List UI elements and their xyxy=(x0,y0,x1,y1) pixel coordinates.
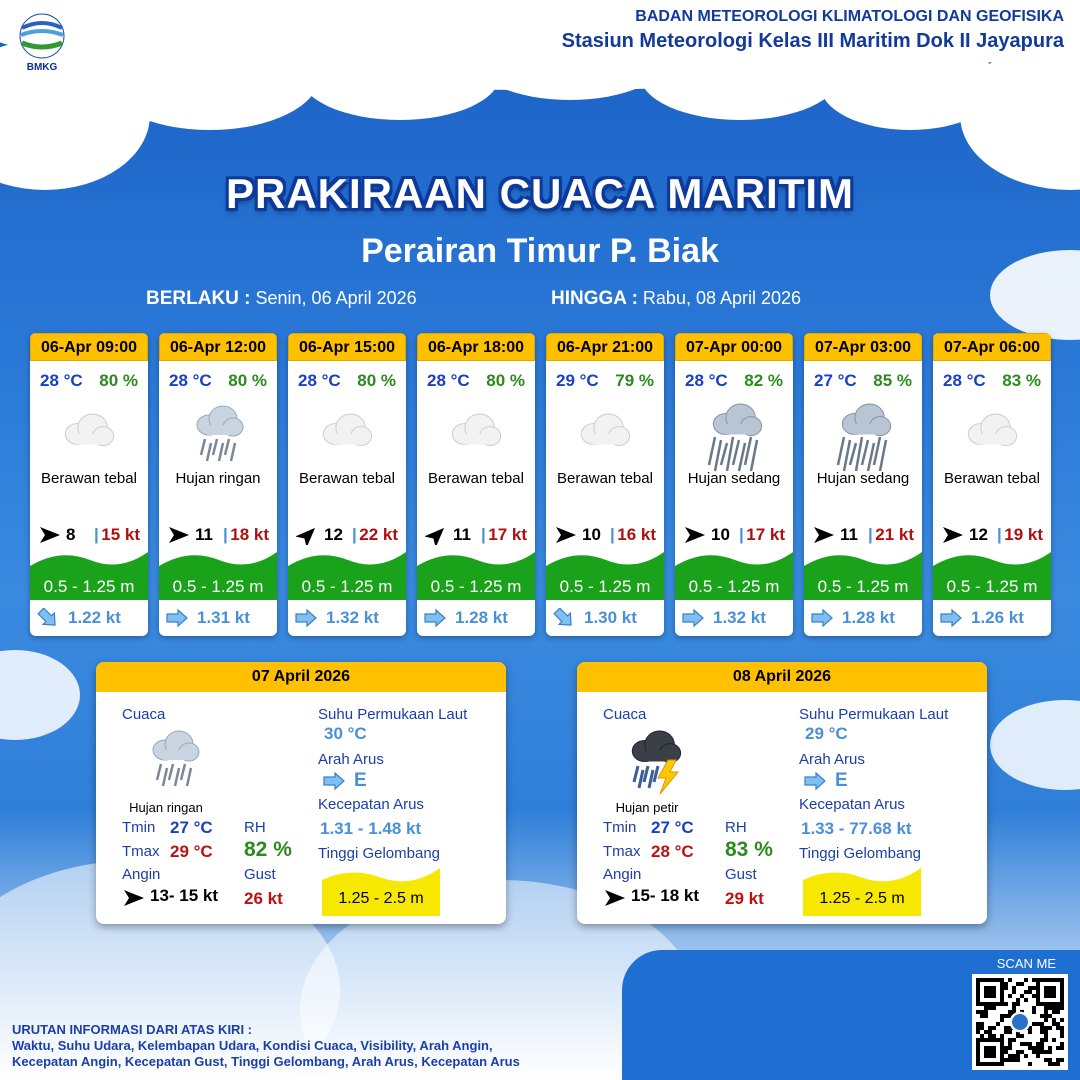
forecast-humidity: 79 % xyxy=(615,371,654,390)
cloud-icon xyxy=(312,399,382,475)
validity-to-value: Rabu, 08 April 2026 xyxy=(642,288,802,308)
validity-from-value: Senin, 06 April 2026 xyxy=(255,288,417,308)
current-direction-arrow-icon xyxy=(552,608,576,628)
current-speed: 1.22 kt xyxy=(68,608,121,627)
page-subtitle: Perairan Timur P. Biak xyxy=(361,232,719,270)
forecast-condition: Hujan ringan xyxy=(175,470,261,487)
moderate-rain-icon xyxy=(828,399,898,475)
forecast-temperature: 28 °C xyxy=(40,371,83,390)
bmkg-logo-text: BMKG xyxy=(26,62,58,72)
daily-condition: Hujan ringan xyxy=(129,800,203,815)
wind-label: Angin xyxy=(122,866,161,883)
gust-value: 29 kt xyxy=(725,889,764,908)
current-speed: 1.32 kt xyxy=(713,608,766,627)
daily-date: 08 April 2026 xyxy=(577,662,987,692)
forecast-condition: Berawan tebal xyxy=(41,470,137,487)
forecast-condition: Hujan sedang xyxy=(816,470,910,487)
current-direction-arrow-icon xyxy=(165,608,189,628)
wind-direction-arrow-icon xyxy=(38,525,62,545)
forecast-time: 06-Apr 18:00 xyxy=(417,333,535,361)
weather-label: Cuaca xyxy=(122,706,166,723)
weather-label: Cuaca xyxy=(603,706,647,723)
forecast-humidity: 80 % xyxy=(486,371,525,390)
validity-to xyxy=(551,288,801,310)
tmax-label: Tmax xyxy=(603,843,641,860)
current-direction-arrow-icon xyxy=(939,608,963,628)
wave-height: 0.5 - 1.25 m xyxy=(301,577,393,596)
sst-label: Suhu Permukaan Laut xyxy=(318,706,468,723)
current-direction-arrow-icon xyxy=(322,771,346,796)
daily-date: 07 April 2026 xyxy=(96,662,506,692)
wind-speed: 10 xyxy=(711,525,730,544)
current-direction-arrow-icon xyxy=(36,608,60,628)
current-speed: 1.30 kt xyxy=(584,608,637,627)
wind-direction-arrow-icon xyxy=(425,525,449,545)
qr-code[interactable] xyxy=(972,974,1068,1070)
current-speed: 1.32 kt xyxy=(326,608,379,627)
forecast-condition: Berawan tebal xyxy=(944,470,1040,487)
wind-separator: | xyxy=(997,525,1002,544)
legend-line-2: Kecepatan Angin, Kecepatan Gust, Tinggi Gelombang, Arah Arus, Kecepatan Arus xyxy=(12,1054,520,1069)
daily-summary-panel xyxy=(96,662,506,924)
forecast-card xyxy=(804,333,922,636)
forecast-humidity: 85 % xyxy=(873,371,912,390)
light-rain-icon xyxy=(183,399,253,475)
forecast-condition: Berawan tebal xyxy=(299,470,395,487)
gust-label: Gust xyxy=(244,866,276,883)
current-speed-label: Kecepatan Arus xyxy=(799,796,905,813)
current-direction-label: Arah Arus xyxy=(318,751,384,768)
wind-label: Angin xyxy=(603,866,642,883)
current-speed-label: Kecepatan Arus xyxy=(318,796,424,813)
rh-value: 83 % xyxy=(725,838,773,861)
gust-speed: 17 kt xyxy=(488,525,527,544)
wind-separator: | xyxy=(223,525,228,544)
rh-label: RH xyxy=(244,819,266,836)
validity-to-label: HINGGA : xyxy=(551,288,638,309)
tmin-label: Tmin xyxy=(603,819,637,836)
wave-height: 0.5 - 1.25 m xyxy=(559,577,651,596)
wind-speed: 11 xyxy=(195,525,213,544)
cloud-icon xyxy=(54,399,124,475)
gust-speed: 15 kt xyxy=(101,525,140,544)
current-direction-arrow-icon xyxy=(423,608,447,628)
wind-separator: | xyxy=(739,525,744,544)
forecast-time: 06-Apr 09:00 xyxy=(30,333,148,361)
wind-value: 15- 18 kt xyxy=(631,886,700,905)
forecast-time: 06-Apr 15:00 xyxy=(288,333,406,361)
gust-speed: 16 kt xyxy=(617,525,656,544)
wind-separator: | xyxy=(868,525,873,544)
cloud-icon xyxy=(570,399,640,475)
tmin-value: 27 °C xyxy=(651,818,694,837)
wave-height-label: Tinggi Gelombang xyxy=(318,845,441,862)
tmax-label: Tmax xyxy=(122,843,160,860)
wind-speed: 12 xyxy=(324,525,343,544)
cloud-icon xyxy=(957,399,1027,475)
current-speed: 1.28 kt xyxy=(842,608,895,627)
forecast-humidity: 83 % xyxy=(1002,371,1041,390)
current-speed: 1.26 kt xyxy=(971,608,1024,627)
moderate-rain-icon xyxy=(699,399,769,475)
light-rain-icon xyxy=(134,724,214,805)
forecast-condition: Berawan tebal xyxy=(557,470,653,487)
current-direction-value: E xyxy=(835,770,848,791)
forecast-humidity: 80 % xyxy=(357,371,396,390)
wave-height-value: 1.25 - 2.5 m xyxy=(819,890,905,907)
wave-height: 0.5 - 1.25 m xyxy=(172,577,264,596)
rh-value: 82 % xyxy=(244,838,292,861)
forecast-card xyxy=(159,333,277,636)
daily-condition: Hujan petir xyxy=(615,800,679,815)
wind-direction-arrow-icon xyxy=(122,888,146,913)
forecast-humidity: 80 % xyxy=(228,371,267,390)
forecast-temperature: 28 °C xyxy=(427,371,470,390)
current-speed: 1.31 kt xyxy=(197,608,250,627)
tmin-value: 27 °C xyxy=(170,818,213,837)
forecast-humidity: 82 % xyxy=(744,371,783,390)
tmax-value: 28 °C xyxy=(651,842,694,861)
wave-height: 0.5 - 1.25 m xyxy=(817,577,909,596)
wind-speed: 11 xyxy=(840,525,858,544)
header-station: Stasiun Meteorologi Kelas III Maritim Dok II Jayapura xyxy=(561,30,1064,52)
current-direction-arrow-icon xyxy=(810,608,834,628)
wind-separator: | xyxy=(94,525,99,544)
header xyxy=(562,8,1064,53)
current-direction-arrow-icon xyxy=(294,608,318,628)
current-speed-value: 1.31 - 1.48 kt xyxy=(320,819,422,838)
gust-speed: 22 kt xyxy=(359,525,398,544)
bmkg-logo xyxy=(12,10,72,80)
current-direction-label: Arah Arus xyxy=(799,751,865,768)
legend-footer xyxy=(12,1022,520,1070)
forecast-temperature: 28 °C xyxy=(298,371,341,390)
wind-value: 13- 15 kt xyxy=(150,886,219,905)
wave-height-label: Tinggi Gelombang xyxy=(799,845,922,862)
wave-height: 0.5 - 1.25 m xyxy=(688,577,780,596)
gust-speed: 21 kt xyxy=(875,525,914,544)
wave-height: 0.5 - 1.25 m xyxy=(946,577,1038,596)
wind-separator: | xyxy=(352,525,357,544)
wind-separator: | xyxy=(481,525,486,544)
wind-direction-arrow-icon xyxy=(603,888,627,913)
wind-direction-arrow-icon xyxy=(167,525,191,545)
gust-label: Gust xyxy=(725,866,757,883)
wind-speed: 8 xyxy=(66,525,76,544)
forecast-temperature: 29 °C xyxy=(556,371,599,390)
gust-value: 26 kt xyxy=(244,889,283,908)
legend-line-1: Waktu, Suhu Udara, Kelembapan Udara, Kondisi Cuaca, Visibility, Arah Angin, xyxy=(12,1038,493,1053)
current-direction-arrow-icon xyxy=(803,771,827,796)
tmin-label: Tmin xyxy=(122,819,156,836)
gust-speed: 18 kt xyxy=(230,525,269,544)
wind-direction-arrow-icon xyxy=(683,525,707,545)
sst-value: 29 °C xyxy=(805,724,848,743)
wind-direction-arrow-icon xyxy=(941,525,965,545)
gust-speed: 19 kt xyxy=(1004,525,1043,544)
forecast-card xyxy=(933,333,1051,636)
current-speed-value: 1.33 - 77.68 kt xyxy=(801,819,912,838)
cloud-icon xyxy=(441,399,511,475)
forecast-time: 07-Apr 00:00 xyxy=(675,333,793,361)
wind-direction-arrow-icon xyxy=(554,525,578,545)
forecast-temperature: 28 °C xyxy=(685,371,728,390)
wave-height-value: 1.25 - 2.5 m xyxy=(338,890,424,907)
forecast-time: 07-Apr 03:00 xyxy=(804,333,922,361)
scan-me-label: SCAN ME xyxy=(996,956,1056,971)
wave-height: 0.5 - 1.25 m xyxy=(430,577,522,596)
forecast-card xyxy=(546,333,664,636)
forecast-card xyxy=(288,333,406,636)
wind-direction-arrow-icon xyxy=(296,525,320,545)
sst-value: 30 °C xyxy=(324,724,367,743)
forecast-card xyxy=(417,333,535,636)
validity-from xyxy=(146,288,417,310)
current-speed: 1.28 kt xyxy=(455,608,508,627)
forecast-card xyxy=(675,333,793,636)
forecast-condition: Hujan sedang xyxy=(687,470,781,487)
forecast-time: 07-Apr 06:00 xyxy=(933,333,1051,361)
wave-height: 0.5 - 1.25 m xyxy=(43,577,135,596)
forecast-humidity: 80 % xyxy=(99,371,138,390)
page-title: PRAKIRAAN CUACA MARITIM xyxy=(225,170,855,217)
forecast-temperature: 28 °C xyxy=(943,371,986,390)
thunderstorm-icon xyxy=(615,724,695,805)
wind-separator: | xyxy=(610,525,615,544)
validity-from-label: BERLAKU : xyxy=(146,288,251,309)
tmax-value: 29 °C xyxy=(170,842,213,861)
wind-direction-arrow-icon xyxy=(812,525,836,545)
sst-label: Suhu Permukaan Laut xyxy=(799,706,949,723)
forecast-time: 06-Apr 12:00 xyxy=(159,333,277,361)
daily-summary-panel xyxy=(577,662,987,924)
rh-label: RH xyxy=(725,819,747,836)
forecast-temperature: 28 °C xyxy=(169,371,212,390)
legend-title: URUTAN INFORMASI DARI ATAS KIRI : xyxy=(12,1022,252,1037)
gust-speed: 17 kt xyxy=(746,525,785,544)
current-direction-arrow-icon xyxy=(681,608,705,628)
forecast-card xyxy=(30,333,148,636)
forecast-temperature: 27 °C xyxy=(814,371,857,390)
forecast-condition: Berawan tebal xyxy=(428,470,524,487)
header-agency: BADAN METEOROLOGI KLIMATOLOGI DAN GEOFISIKA xyxy=(635,8,1064,25)
wind-speed: 11 xyxy=(453,525,471,544)
wind-speed: 10 xyxy=(582,525,601,544)
wind-speed: 12 xyxy=(969,525,988,544)
current-direction-value: E xyxy=(354,770,367,791)
forecast-time: 06-Apr 21:00 xyxy=(546,333,664,361)
